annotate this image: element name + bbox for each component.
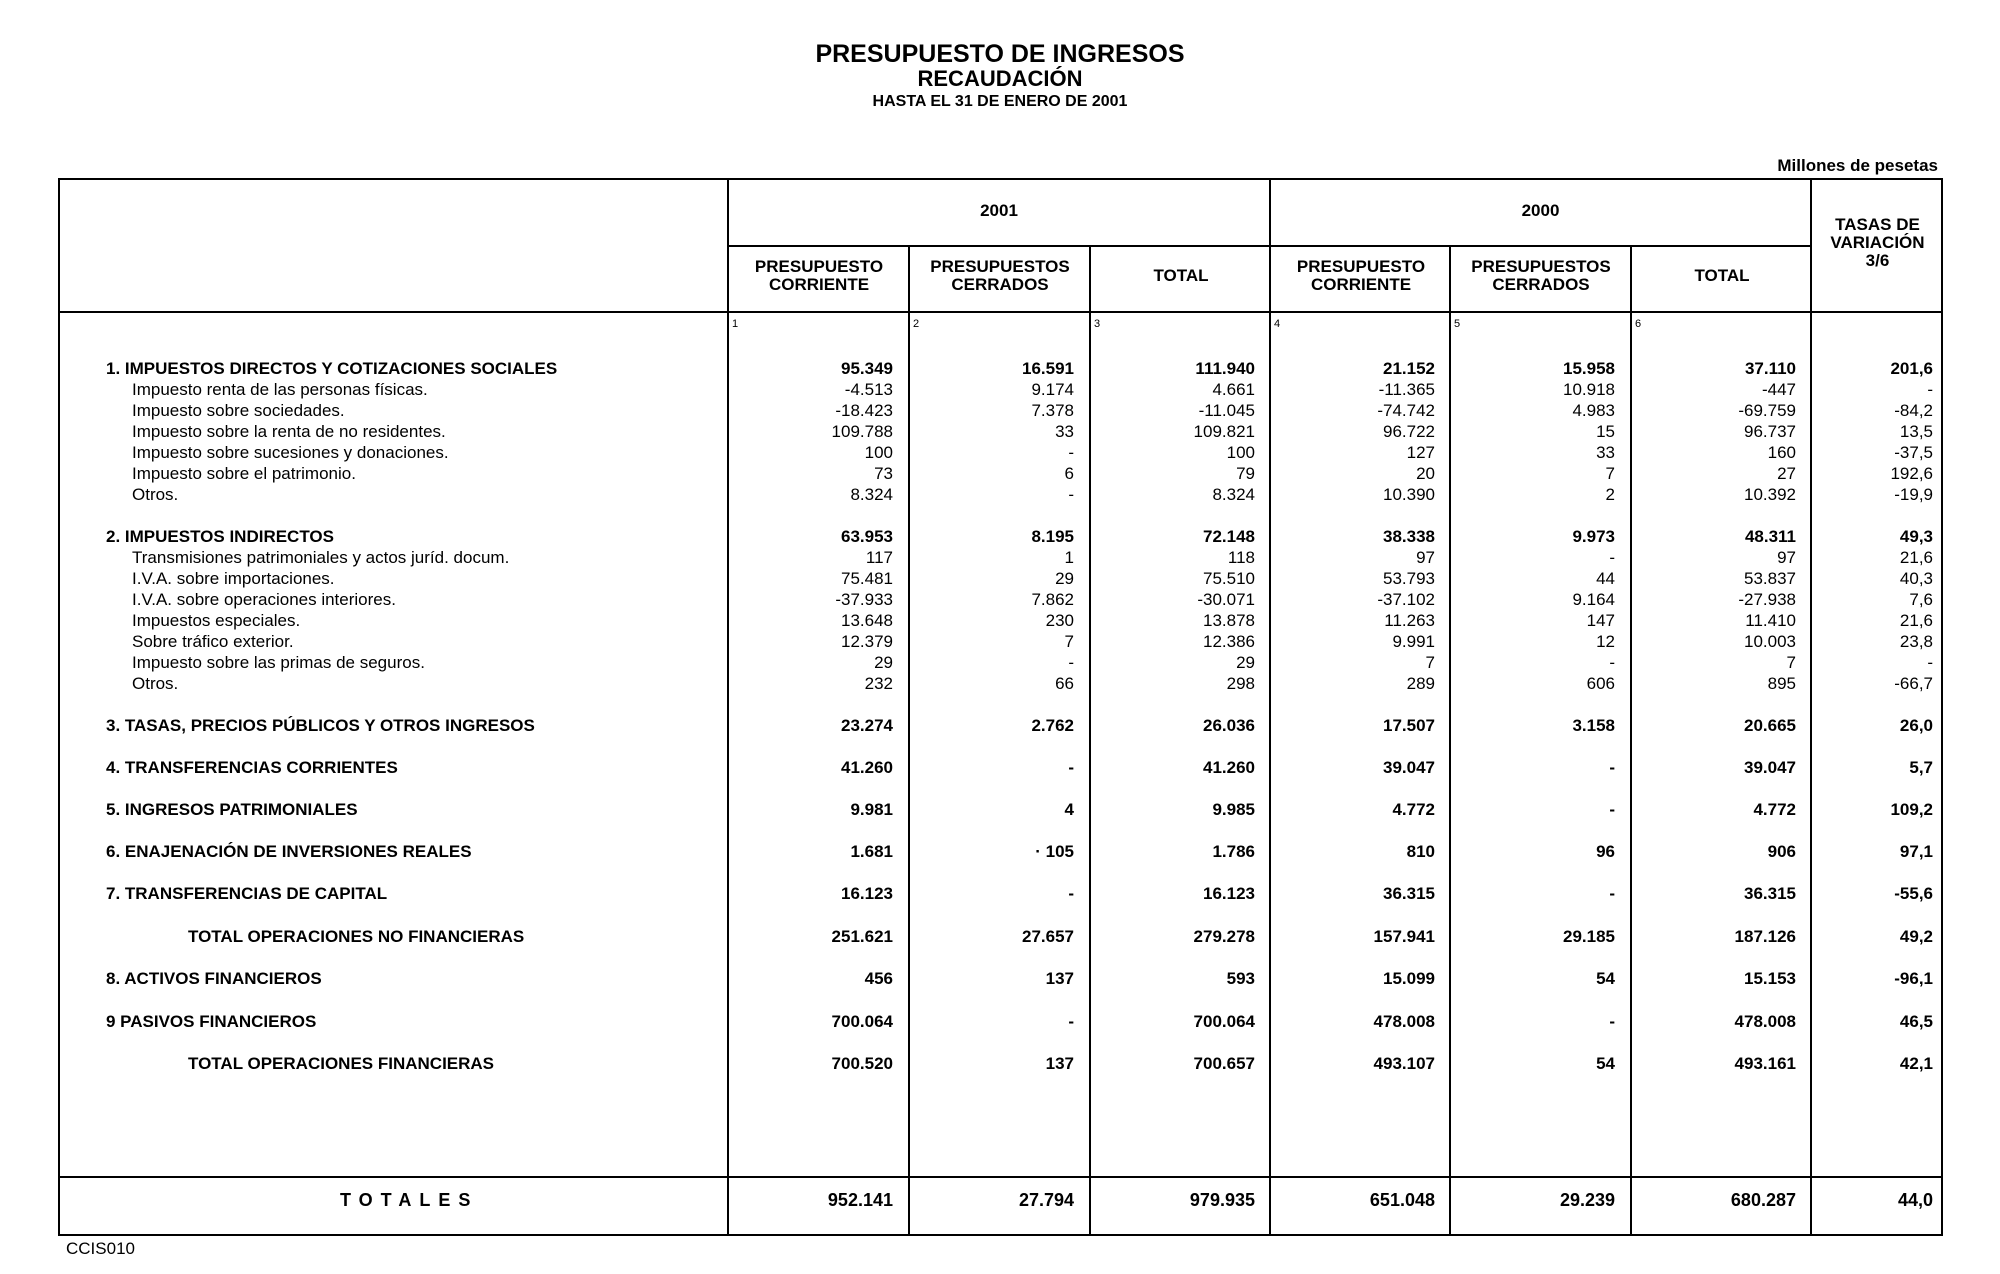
year-2001-header: 2001 [980,201,1018,220]
row-value: 251.621 [831,927,893,946]
table-row [0,799,2000,820]
row-label: Otros. [132,485,179,504]
row-value: 4 [1064,800,1074,819]
table-row [0,526,2000,547]
table-row [0,968,2000,989]
totals-value: 680.287 [1730,1190,1796,1210]
totals-divider [58,1176,1943,1178]
row-value: 21,6 [1899,611,1933,630]
table-row [0,841,2000,862]
row-value: 49,2 [1899,927,1933,946]
row-value: 39.047 [1744,758,1796,777]
row-value: 109.821 [1193,422,1255,441]
row-value: - [1927,653,1933,672]
row-value: 7.862 [1031,590,1074,609]
row-value: 10.390 [1383,485,1435,504]
row-value: 95.349 [841,359,893,378]
row-value: 96.722 [1383,422,1435,441]
row-value: 9.164 [1572,590,1615,609]
row-value: 2.762 [1031,716,1074,735]
row-value: 137 [1045,1054,1074,1073]
row-value: 7.378 [1031,401,1074,420]
row-value: -18.423 [835,401,893,420]
row-value: 15.099 [1383,969,1435,988]
footer-code: CCIS010 [66,1239,135,1258]
table-row [0,442,2000,463]
row-value: 38.338 [1383,527,1435,546]
row-value: 15.958 [1563,359,1615,378]
row-label: Impuesto sobre sucesiones y donaciones. [132,443,449,462]
units-label: Millones de pesetas [1777,156,1938,175]
row-value: 17.507 [1383,716,1435,735]
row-value: 232 [864,674,893,693]
table-row [0,589,2000,610]
row-value: 593 [1226,969,1255,988]
row-value: 7,6 [1909,590,1933,609]
row-value: -27.938 [1738,590,1796,609]
row-value: 109.788 [831,422,893,441]
row-value: -19,9 [1894,485,1933,504]
row-value: 8.324 [850,485,893,504]
table-row [0,673,2000,694]
table-row [0,1053,2000,1074]
row-value: 810 [1406,842,1435,861]
table-row [0,379,2000,400]
row-value: - [1609,1012,1615,1031]
row-value: 53.793 [1383,569,1435,588]
row-value: 100 [1226,443,1255,462]
row-value: -66,7 [1894,674,1933,693]
row-value: 111.940 [1195,359,1255,378]
row-label: Impuesto renta de las personas físicas. [132,380,428,399]
row-value: 44 [1596,569,1615,588]
col-header-5: PRESUPUESTOS CERRADOS [1471,257,1611,294]
row-value: 895 [1767,674,1796,693]
row-value: 187.126 [1734,927,1796,946]
row-value: 700.064 [831,1012,893,1031]
row-label: Transmisiones patrimoniales y actos juríd. docum. [132,548,510,567]
row-value: 41.260 [841,758,893,777]
row-label: 6. ENAJENACIÓN DE INVERSIONES REALES [106,842,472,861]
col-divider [727,178,729,1236]
table-row [0,400,2000,421]
row-value: 21,6 [1899,548,1933,567]
table-row [0,547,2000,568]
row-value: 117 [865,548,893,567]
row-value: 41.260 [1203,758,1255,777]
row-value: - [1068,443,1074,462]
row-label: 8. ACTIVOS FINANCIEROS [106,969,322,988]
row-value: - [1068,758,1074,777]
row-value: 230 [1045,611,1074,630]
col-header-3: TOTAL [1153,266,1209,285]
row-label: Otros. [132,674,179,693]
row-label: TOTAL OPERACIONES FINANCIERAS [188,1054,495,1073]
col-number: 4 [1274,318,1281,330]
row-value: 493.107 [1373,1054,1435,1073]
row-value: 7 [1605,464,1615,483]
row-value: 7 [1425,653,1435,672]
row-value: 700.657 [1193,1054,1255,1073]
row-value: 16.123 [1203,884,1255,903]
row-value: 97 [1777,548,1796,567]
row-value: 11.410 [1745,611,1796,630]
row-value: 72.148 [1203,527,1255,546]
row-value: 10.003 [1744,632,1796,651]
row-value: 48.311 [1744,527,1796,546]
col-header-2: PRESUPUESTOS CERRADOS [930,257,1070,294]
row-value: 147 [1586,611,1615,630]
col-number: 3 [1094,318,1101,330]
col-number: 2 [913,318,920,330]
row-label: Impuesto sobre el patrimonio. [132,464,356,483]
totals-label: TOTALES [340,1190,479,1210]
row-value: 26,0 [1899,716,1933,735]
col-header-4: PRESUPUESTO CORRIENTE [1296,257,1426,294]
row-value: 137 [1045,969,1074,988]
row-value: 7 [1786,653,1796,672]
row-label: Impuesto sobre sociedades. [132,401,345,420]
row-value: 96 [1596,842,1615,861]
row-label: Impuesto sobre la renta de no residentes. [132,422,446,441]
row-value: -69.759 [1738,401,1796,420]
tasas-header: TASAS DE VARIACIÓN 3/6 [1830,215,1925,270]
row-value: 54 [1596,1054,1615,1073]
row-value: 5,7 [1909,758,1933,777]
row-value: -4.513 [844,380,893,399]
row-value: -96,1 [1894,969,1933,988]
totals-value: 952.141 [827,1190,893,1210]
col-divider [1810,178,1812,1236]
row-value: 9.991 [1392,632,1435,651]
row-value: - [1927,380,1933,399]
row-label: 3. TASAS, PRECIOS PÚBLICOS Y OTROS INGRESOS [106,716,535,735]
row-value: 53.837 [1744,569,1796,588]
row-value: 75.510 [1203,569,1255,588]
table-row [0,926,2000,947]
row-value: 9.174 [1031,380,1074,399]
table-row [0,463,2000,484]
row-value: - [1068,485,1074,504]
row-value: 4.772 [1392,800,1435,819]
row-value: - [1609,653,1615,672]
totals-value: 29.239 [1559,1190,1615,1210]
row-label: 5. INGRESOS PATRIMONIALES [106,800,358,819]
row-value: 13.648 [841,611,893,630]
row-value: 97 [1416,548,1435,567]
row-value: 9.973 [1572,527,1615,546]
row-label: Impuestos especiales. [132,611,301,630]
row-value: 2 [1605,485,1615,504]
row-value: 16.591 [1022,359,1074,378]
row-value: -11.365 [1378,380,1435,399]
row-label: I.V.A. sobre importaciones. [132,569,335,588]
row-label: 2. IMPUESTOS INDIRECTOS [106,527,334,546]
row-value: 100 [864,443,893,462]
table-row [0,1011,2000,1032]
row-value: -30.071 [1197,590,1255,609]
row-value: 37.110 [1744,359,1796,378]
row-value: 4.661 [1212,380,1255,399]
table-row [0,610,2000,631]
row-label: Sobre tráfico exterior. [132,632,294,651]
row-value: 36.315 [1744,884,1796,903]
totals-value: 979.935 [1189,1190,1255,1210]
row-value: 46,5 [1899,1012,1933,1031]
row-value: 289 [1406,674,1435,693]
row-value: 160 [1767,443,1796,462]
row-value: -11.045 [1198,401,1255,420]
totals-row [0,1189,2000,1211]
row-value: 66 [1055,674,1074,693]
row-value: 29 [1055,569,1074,588]
table-row [0,715,2000,736]
row-value: 118 [1227,548,1255,567]
row-label: I.V.A. sobre operaciones interiores. [132,590,396,609]
row-value: 75.481 [841,569,893,588]
row-value: 29.185 [1563,927,1615,946]
row-value: 3.158 [1572,716,1615,735]
row-value: · 105 [1035,842,1074,861]
row-value: 279.278 [1193,927,1255,946]
row-value: 12.386 [1203,632,1255,651]
row-value: 23.274 [841,716,893,735]
row-value: 27.657 [1022,927,1074,946]
row-value: - [1609,548,1615,567]
row-value: -74.742 [1377,401,1435,420]
row-value: 73 [874,464,893,483]
row-value: 21.152 [1383,359,1435,378]
page-subtitle: RECAUDACIÓN [917,66,1083,91]
row-value: 7 [1064,632,1074,651]
table-row [0,883,2000,904]
col-number: 6 [1635,318,1642,330]
totals-value: 44,0 [1897,1190,1933,1210]
row-value: 13.878 [1203,611,1255,630]
row-value: 54 [1596,969,1615,988]
row-value: 29 [1236,653,1255,672]
row-value: 63.953 [841,527,893,546]
row-value: -84,2 [1894,401,1933,420]
row-value: 478.008 [1373,1012,1435,1031]
totals-value: 651.048 [1369,1190,1435,1210]
row-value: 201,6 [1890,359,1933,378]
row-value: 606 [1586,674,1615,693]
row-value: 16.123 [841,884,893,903]
row-value: 36.315 [1383,884,1435,903]
row-value: 20.665 [1744,716,1796,735]
col-header-6: TOTAL [1694,266,1750,285]
row-label: 1. IMPUESTOS DIRECTOS Y COTIZACIONES SOCIALES [106,359,558,378]
row-value: - [1609,884,1615,903]
row-value: 192,6 [1890,464,1933,483]
row-value: 1.786 [1212,842,1255,861]
row-value: -37.102 [1377,590,1435,609]
row-value: 96.737 [1744,422,1796,441]
row-value: 4.983 [1572,401,1615,420]
row-value: 157.941 [1373,927,1435,946]
row-value: 15 [1596,422,1615,441]
table-row [0,568,2000,589]
row-value: 15.153 [1744,969,1796,988]
row-value: 12.379 [841,632,893,651]
row-value: 40,3 [1899,569,1933,588]
row-value: 8.324 [1212,485,1255,504]
row-value: 33 [1596,443,1615,462]
row-label: 9 PASIVOS FINANCIEROS [106,1012,317,1031]
row-value: 1.681 [850,842,893,861]
row-value: 26.036 [1203,716,1255,735]
table-row [0,757,2000,778]
row-value: 10.918 [1563,380,1615,399]
row-value: 906 [1767,842,1796,861]
row-value: -55,6 [1894,884,1933,903]
row-value: 298 [1226,674,1255,693]
col-number: 5 [1454,318,1461,330]
row-value: - [1068,1012,1074,1031]
budget-table [58,178,1943,1236]
row-value: 29 [874,653,893,672]
row-value: 493.161 [1734,1054,1796,1073]
row-value: 33 [1055,422,1074,441]
row-value: -37,5 [1894,443,1933,462]
row-value: 39.047 [1383,758,1435,777]
header-bottom [58,311,1943,313]
row-value: 6 [1064,464,1074,483]
col-divider [1269,178,1271,1236]
table-row [0,421,2000,442]
table-row [0,358,2000,379]
row-label: TOTAL OPERACIONES NO FINANCIERAS [188,927,525,946]
row-value: 12 [1596,632,1615,651]
row-value: 8.195 [1031,527,1074,546]
row-value: 13,5 [1899,422,1933,441]
row-value: 27 [1777,464,1796,483]
col-header-1: PRESUPUESTO CORRIENTE [754,257,884,294]
page-title: PRESUPUESTO DE INGRESOS [815,40,1185,68]
row-value: -37.933 [835,590,893,609]
row-value: 42,1 [1899,1054,1933,1073]
row-label: Impuesto sobre las primas de seguros. [132,653,425,672]
row-value: - [1609,800,1615,819]
row-value: - [1609,758,1615,777]
table-row [0,652,2000,673]
row-label: 4. TRANSFERENCIAS CORRIENTES [106,758,398,777]
row-value: 9.981 [850,800,893,819]
row-value: 4.772 [1753,800,1796,819]
row-value: 478.008 [1734,1012,1796,1031]
totals-value: 27.794 [1018,1190,1074,1210]
row-value: -447 [1761,380,1796,399]
row-value: 11.263 [1384,611,1435,630]
row-value: 109,2 [1890,800,1933,819]
row-value: 20 [1416,464,1435,483]
row-value: 10.392 [1744,485,1796,504]
row-value: 127 [1406,443,1435,462]
year-2000-header: 2000 [1521,201,1560,220]
row-value: 23,8 [1899,632,1933,651]
row-label: 7. TRANSFERENCIAS DE CAPITAL [106,884,388,903]
table-row [0,631,2000,652]
row-value: 97,1 [1899,842,1933,861]
period-label: HASTA EL 31 DE ENERO DE 2001 [872,93,1128,110]
row-value: 700.520 [831,1054,893,1073]
row-value: 9.985 [1212,800,1255,819]
row-value: 700.064 [1193,1012,1255,1031]
row-value: 1 [1064,548,1074,567]
row-value: 49,3 [1899,527,1933,546]
col-number: 1 [732,318,739,330]
row-value: - [1068,653,1074,672]
row-value: 456 [864,969,893,988]
row-value: 79 [1236,464,1255,483]
row-value: - [1068,884,1074,903]
header-divider [727,245,1810,247]
table-row [0,484,2000,505]
